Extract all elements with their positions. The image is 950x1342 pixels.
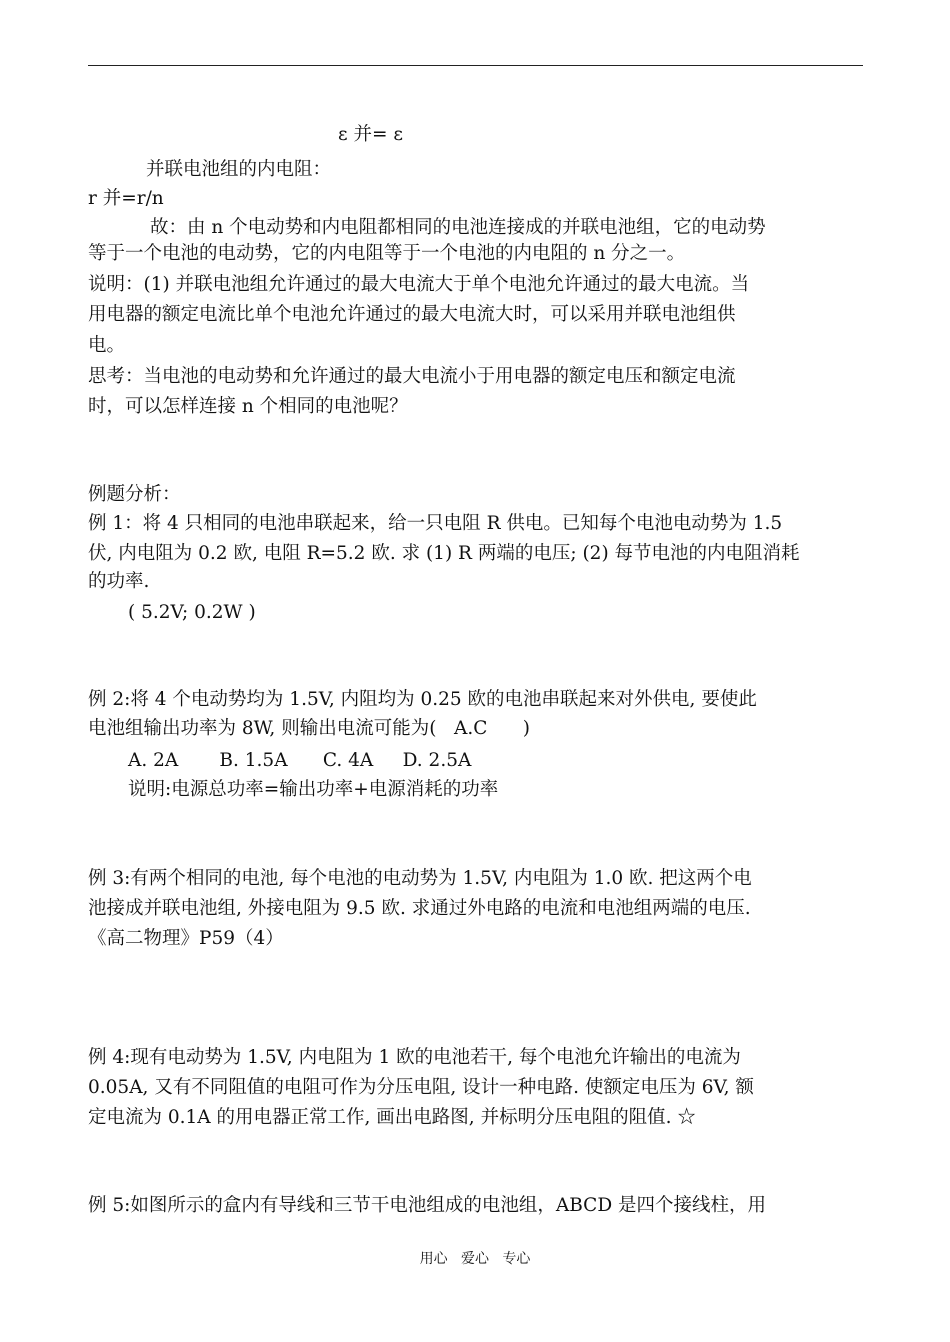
example-1-line-3: 的功率. [88,571,150,592]
example-3-line-1: 例 3:有两个相同的电池, 每个电池的电动势为 1.5V, 内电阻为 1.0 欧. 把这两个电 [88,868,752,889]
example-4-line-1: 例 4:现有电动势为 1.5V, 内电阻为 1 欧的电池若干, 每个电池允许输出的电流为 [88,1047,741,1068]
example-3-line-2: 池接成并联电池组, 外接电阻为 9.5 欧. 求通过外电路的电流和电池组两端的电压. [88,898,751,919]
example-3-line-3: 《高二物理》P59（4） [88,928,284,949]
note-line-3: 电。 [88,335,126,356]
example-2-note: 说明:电源总功率=输出功率+电源消耗的功率 [128,779,499,800]
example-2-options: A. 2A B. 1.5A C. 4A D. 2.5A [128,750,472,771]
think-line-1: 思考：当电池的电动势和允许通过的最大电流小于用电器的额定电压和额定电流 [88,366,736,387]
think-line-2: 时，可以怎样连接 n 个相同的电池呢？ [88,396,408,417]
conclusion-line-2: 等于一个电池的电动势，它的内电阻等于一个电池的内电阻的 n 分之一。 [88,243,686,264]
conclusion-line-1: 故：由 n 个电动势和内电阻都相同的电池连接成的并联电池组，它的电动势 [150,217,766,238]
note-line-1: 说明：(1) 并联电池组允许通过的最大电流大于单个电池允许通过的最大电流。当 [88,274,750,295]
note-line-2: 用电器的额定电流比单个电池允许通过的最大电流大时，可以采用并联电池组供 [88,304,736,325]
analysis-heading: 例题分析： [88,484,181,505]
example-1-line-1: 例 1：将 4 只相同的电池串联起来，给一只电阻 R 供电。已知每个电池电动势为 1.5 [88,513,783,534]
header-rule [88,65,863,66]
example-1-line-2: 伏, 内电阻为 0.2 欧, 电阻 R=5.2 欧. 求 (1) R 两端的电压; (2) 每节电池的内电阻消耗 [88,543,800,564]
example-4-line-3: 定电流为 0.1A 的用电器正常工作, 画出电路图, 并标明分压电阻的阻值. ☆ [88,1107,696,1128]
example-5-line-1: 例 5:如图所示的盒内有导线和三节干电池组成的电池组，ABCD 是四个接线柱，用 [88,1195,767,1216]
example-2-line-2: 电池组输出功率为 8W, 则输出电流可能为( A.C ) [88,718,530,739]
page-footer: 用心 爱心 专心 [419,1251,531,1267]
formula-emf: ε 并= ε [338,124,403,145]
internal-resistance-heading: 并联电池组的内电阻： [146,159,332,180]
example-1-answer: ( 5.2V; 0.2W ) [128,602,256,623]
example-4-line-2: 0.05A, 又有不同阻值的电阻可作为分压电阻, 设计一种电路. 使额定电压为 6V, 额 [88,1077,754,1098]
example-2-line-1: 例 2:将 4 个电动势均为 1.5V, 内阻均为 0.25 欧的电池串联起来对外供电, 要使此 [88,689,757,710]
formula-r: r 并=r/n [88,188,164,209]
